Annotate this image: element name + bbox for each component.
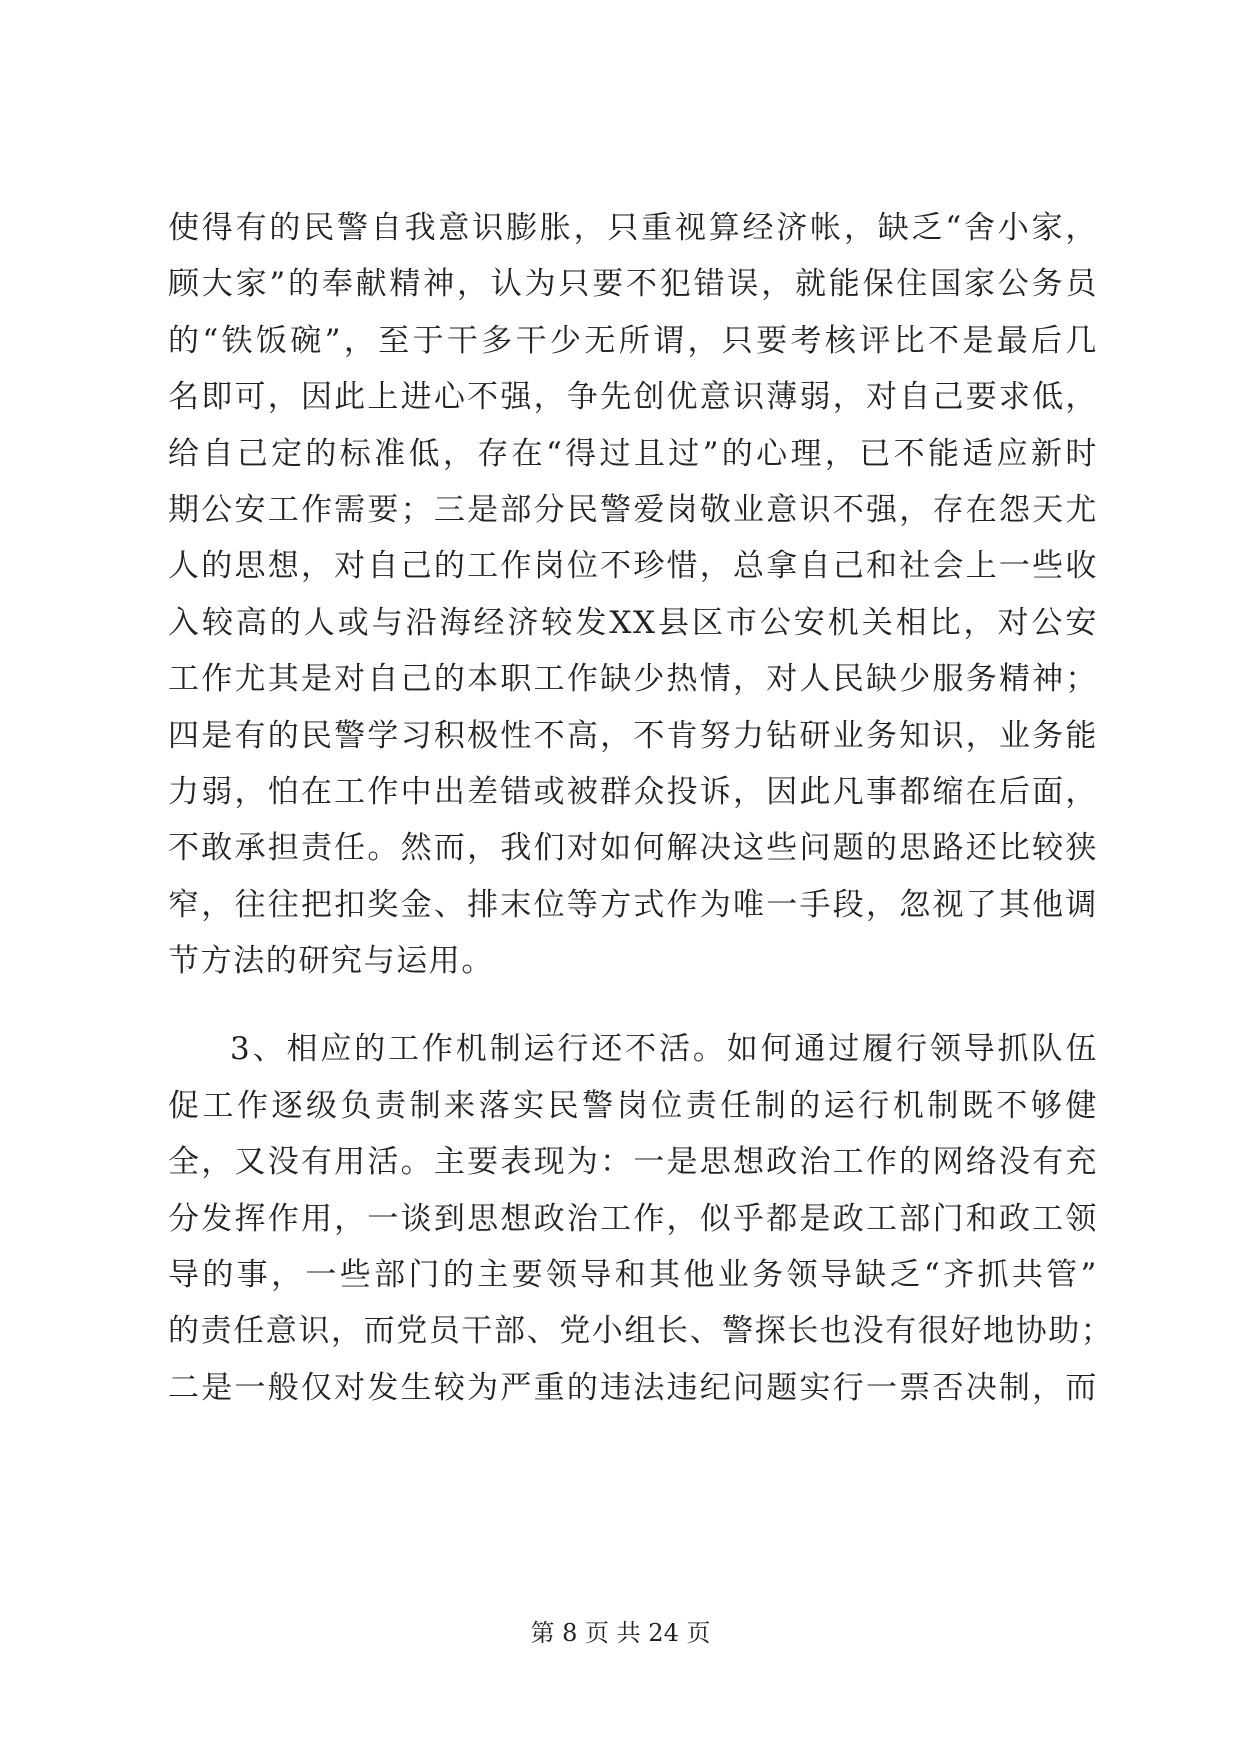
- text-line: 3、相应的工作机制运行还不活。如何通过履行领导抓队伍: [230, 1031, 1098, 1068]
- paragraph-gap: [168, 989, 1098, 1021]
- paragraph-2: [168, 1021, 1114, 1416]
- text-line: 节方法的研究与运用。: [168, 943, 494, 980]
- page-footer: [0, 1618, 1241, 1648]
- text-line: 促工作逐级负责制来落实民警岗位责任制的运行机制既不够健: [168, 1087, 1098, 1124]
- text-line: 给自己定的标准低，存在“得过且过”的心理，已不能适应新时: [168, 435, 1098, 472]
- text-line: 窄，往往把扣奖金、排末位等方式作为唯一手段，忽视了其他调: [168, 886, 1098, 923]
- body-text: [168, 200, 1114, 1416]
- text-line: 的责任意识，而党员干部、党小组长、警探长也没有很好地协助；: [168, 1313, 1114, 1350]
- text-line: 全，又没有用活。主要表现为：一是思想政治工作的网络没有充: [168, 1144, 1098, 1181]
- text-line: 期公安工作需要；三是部分民警爱岗敬业意识不强，存在怨天尤: [168, 491, 1098, 528]
- text-line: 二是一般仅对发生较为严重的违法违纪问题实行一票否决制，而: [168, 1369, 1098, 1406]
- text-line: 导的事，一些部门的主要领导和其他业务领导缺乏“齐抓共管”: [168, 1257, 1098, 1294]
- text-line: 不敢承担责任。然而，我们对如何解决这些问题的思路还比较狭: [168, 830, 1098, 867]
- text-line: 力弱，怕在工作中出差错或被群众投诉，因此凡事都缩在后面，: [168, 773, 1098, 810]
- paragraph-1: [168, 200, 1098, 989]
- text-line: 顾大家”的奉献精神，认为只要不犯错误，就能保住国家公务员: [168, 266, 1098, 303]
- text-line: 的“铁饭碗”，至于干多干少无所谓，只要考核评比不是最后几: [168, 322, 1098, 359]
- text-line: 人的思想，对自己的工作岗位不珍惜，总拿自己和社会上一些收: [168, 548, 1098, 585]
- text-line: 使得有的民警自我意识膨胀，只重视算经济帐，缺乏“舍小家，: [168, 210, 1098, 246]
- text-line: 分发挥作用，一谈到思想政治工作，似乎都是政工部门和政工领: [168, 1200, 1098, 1237]
- page-number-label: 第 8 页 共 24 页: [530, 1619, 711, 1647]
- text-line: 工作尤其是对自己的本职工作缺少热情，对人民缺少服务精神；: [168, 661, 1098, 698]
- text-line: 四是有的民警学习积极性不高，不肯努力钻研业务知识，业务能: [168, 717, 1098, 754]
- text-line: 名即可，因此上进心不强，争先创优意识薄弱，对自己要求低，: [168, 379, 1098, 416]
- text-line: 入较高的人或与沿海经济较发XX县区市公安机关相比，对公安: [168, 604, 1098, 641]
